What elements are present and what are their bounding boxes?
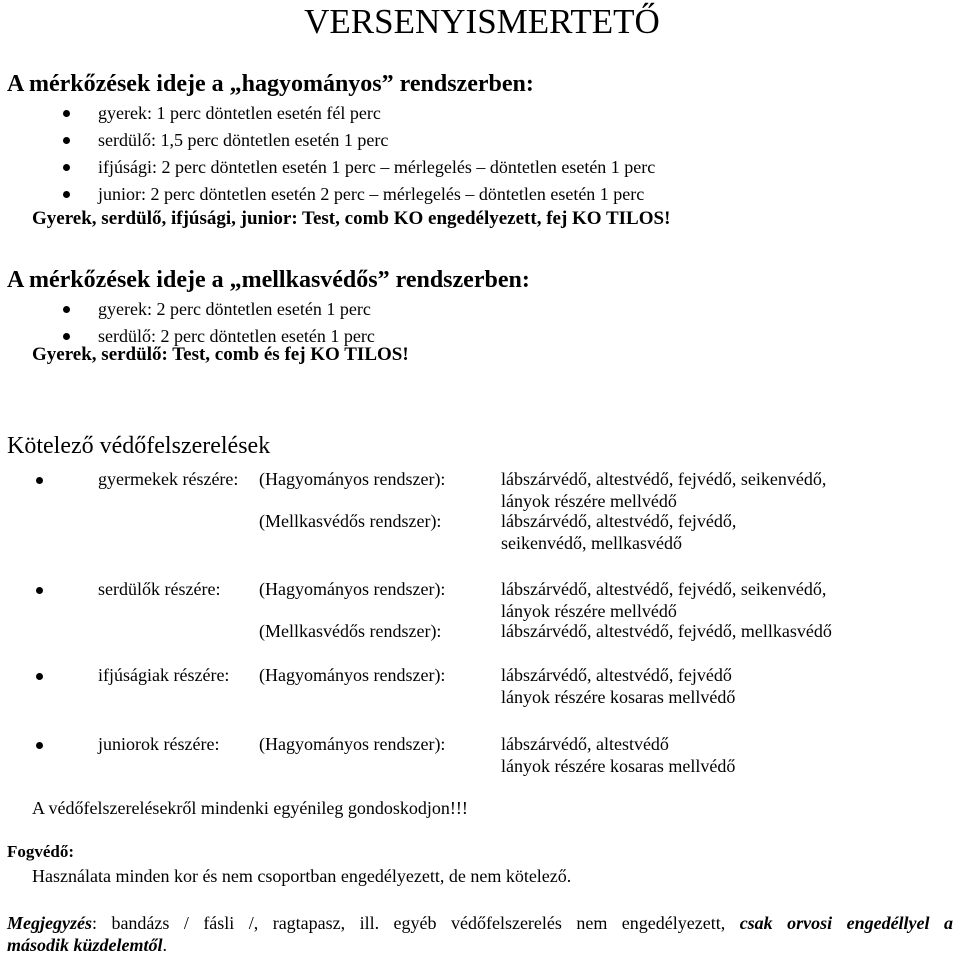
chestguard-rule: Gyerek, serdülő: Test, comb és fej KO TILOS! bbox=[32, 344, 409, 365]
equipment-group-label: juniorok részére: bbox=[98, 734, 220, 754]
equipment-system: (Mellkasvédős rendszer): bbox=[259, 511, 442, 531]
list-item: gyerek: 1 perc döntetlen esetén fél perc bbox=[98, 103, 381, 123]
bullet-icon bbox=[36, 477, 43, 484]
equipment-system: (Hagyományos rendszer): bbox=[259, 579, 446, 599]
equipment-line: lábszárvédő, altestvédő, fejvédő, bbox=[501, 511, 737, 531]
note-colon: : bbox=[91, 913, 97, 933]
list-item: serdülő: 1,5 perc döntetlen esetén 1 perc bbox=[98, 130, 389, 150]
note-line-2 bbox=[7, 934, 167, 956]
bullet-icon bbox=[63, 164, 70, 171]
equipment-footer: A védőfelszerelésekről mindenki egyénileg gondoskodjon!!! bbox=[32, 798, 468, 818]
equipment-line: lányok részére kosaras mellvédő bbox=[501, 687, 736, 707]
note-text: bandázs / fásli /, ragtapasz, ill. egyéb védőfelszerelés nem engedélyezett, bbox=[97, 913, 740, 933]
equipment-line: lábszárvédő, altestvédő, fejvédő, seikenvédő, bbox=[501, 469, 827, 489]
equipment-line: lányok részére mellvédő bbox=[501, 491, 677, 511]
equipment-group-label: ifjúságiak részére: bbox=[98, 665, 230, 685]
bullet-icon bbox=[63, 333, 70, 340]
equipment-group-label: serdülők részére: bbox=[98, 579, 221, 599]
equipment-system: (Hagyományos rendszer): bbox=[259, 734, 446, 754]
equipment-line: lábszárvédő, altestvédő, fejvédő, mellkasvédő bbox=[501, 621, 832, 641]
chestguard-heading: A mérkőzések ideje a „mellkasvédős” rendszerben: bbox=[7, 267, 530, 293]
bullet-icon bbox=[63, 191, 70, 198]
traditional-heading: A mérkőzések ideje a „hagyományos” rendszerben: bbox=[7, 71, 534, 97]
list-item: gyerek: 2 perc döntetlen esetén 1 perc bbox=[98, 299, 371, 319]
note-emphasis: csak orvosi engedéllyel a bbox=[739, 913, 953, 933]
mouthguard-text: Használata minden kor és nem csoportban engedélyezett, de nem kötelező. bbox=[32, 866, 572, 886]
equipment-line: lányok részére mellvédő bbox=[501, 601, 677, 621]
list-item: junior: 2 perc döntetlen esetén 2 perc – mérlegelés – döntetlen esetén 1 perc bbox=[98, 184, 645, 204]
note-line-1 bbox=[7, 912, 953, 935]
equipment-system: (Hagyományos rendszer): bbox=[259, 469, 446, 489]
page-title: VERSENYISMERTETŐ bbox=[304, 2, 660, 41]
equipment-line: lábszárvédő, altestvédő, fejvédő bbox=[501, 665, 732, 685]
equipment-line: lányok részére kosaras mellvédő bbox=[501, 756, 736, 776]
equipment-heading: Kötelező védőfelszerelések bbox=[7, 433, 271, 459]
bullet-icon bbox=[36, 587, 43, 594]
traditional-rule: Gyerek, serdülő, ifjúsági, junior: Test, comb KO engedélyezett, fej KO TILOS! bbox=[32, 208, 671, 229]
equipment-system: (Mellkasvédős rendszer): bbox=[259, 621, 442, 641]
bullet-icon bbox=[63, 110, 70, 117]
equipment-system: (Hagyományos rendszer): bbox=[259, 665, 446, 685]
equipment-line: lábszárvédő, altestvédő bbox=[501, 734, 669, 754]
mouthguard-label: Fogvédő: bbox=[7, 842, 75, 861]
note-label: Megjegyzés bbox=[7, 913, 92, 933]
equipment-line: seikenvédő, mellkasvédő bbox=[501, 533, 682, 553]
bullet-icon bbox=[63, 137, 70, 144]
note-emphasis: második küzdelemtől bbox=[7, 935, 163, 955]
list-item: serdülő: 2 perc döntetlen esetén 1 perc bbox=[98, 326, 375, 346]
bullet-icon bbox=[63, 306, 70, 313]
list-item: ifjúsági: 2 perc döntetlen esetén 1 perc – mérlegelés – döntetlen esetén 1 perc bbox=[98, 157, 656, 177]
equipment-group-label: gyermekek részére: bbox=[98, 469, 239, 489]
note-end: . bbox=[162, 935, 168, 955]
bullet-icon bbox=[36, 742, 43, 749]
bullet-icon bbox=[36, 673, 43, 680]
equipment-line: lábszárvédő, altestvédő, fejvédő, seikenvédő, bbox=[501, 579, 827, 599]
